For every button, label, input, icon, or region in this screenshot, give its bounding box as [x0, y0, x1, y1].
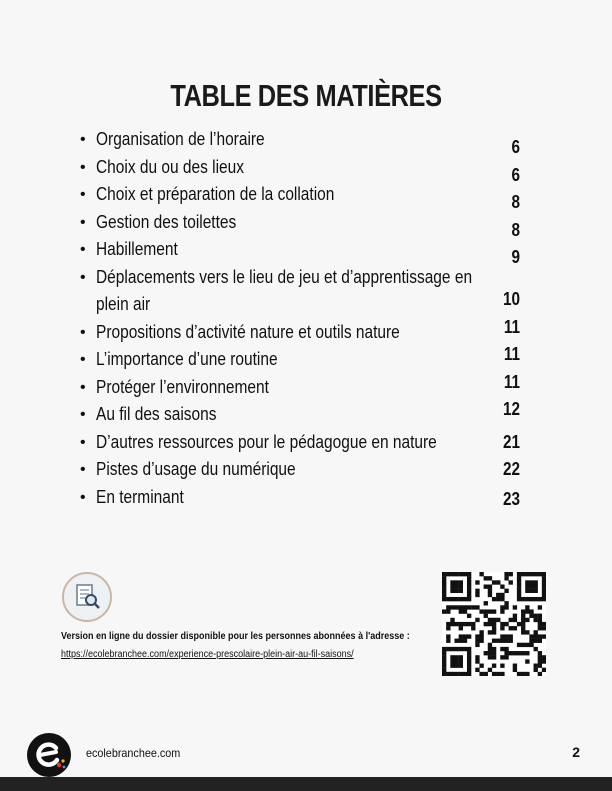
toc-item[interactable]	[80, 209, 540, 240]
toc-page-number: 23	[502, 488, 520, 509]
toc-page-number: 6	[511, 164, 520, 185]
toc-item[interactable]	[80, 456, 540, 484]
toc-page-number: 11	[503, 371, 520, 392]
toc-item-text: D’autres ressources pour le pédagogue en nature	[96, 431, 437, 452]
table-of-contents	[80, 126, 540, 511]
document-search-icon	[62, 572, 112, 622]
toc-item-text: Pistes d’usage du numérique	[96, 459, 296, 479]
toc-item-text: Choix et préparation de la collation	[96, 184, 335, 204]
online-version-note	[61, 628, 441, 664]
toc-item[interactable]	[80, 401, 540, 429]
toc-item[interactable]	[80, 126, 540, 157]
toc-page-number: 6	[511, 137, 520, 157]
toc-page-number: 8	[511, 219, 520, 240]
bullet: •	[80, 213, 86, 231]
bullet: •	[80, 378, 86, 396]
footer-website[interactable]: ecolebranchee.com	[86, 746, 181, 760]
toc-page-number: 8	[511, 192, 520, 212]
page-number: 2	[572, 744, 580, 760]
toc-item-text: Au fil des saisons	[96, 404, 217, 424]
toc-item-text: Choix du ou des lieux	[96, 156, 245, 177]
bullet: •	[80, 186, 86, 203]
toc-item-text: Protéger l’environnement	[96, 376, 269, 397]
bullet: •	[80, 433, 86, 451]
bullet: •	[80, 406, 86, 423]
toc-item-text-line2: plein air	[96, 294, 151, 314]
bullet: •	[80, 488, 86, 506]
toc-item-text: Habillement	[96, 239, 178, 259]
toc-page-number: 9	[511, 247, 520, 267]
bullet: •	[80, 131, 86, 148]
toc-page-number: 10	[502, 288, 520, 309]
ecole-branchee-logo	[26, 732, 72, 778]
bullet: •	[80, 323, 86, 341]
bullet: •	[80, 351, 86, 368]
toc-item[interactable]	[80, 181, 540, 212]
toc-item-text: L’importance d’une routine	[96, 349, 278, 369]
online-version-label: Version en ligne du dossier disponible pour les personnes abonnées à l'adresse :	[61, 631, 410, 642]
online-version-link[interactable]: https://ecolebranchee.com/experience-prescolaire-plein-air-au-fil-saisons/	[61, 649, 354, 660]
toc-item[interactable]	[80, 484, 540, 512]
toc-item[interactable]	[80, 316, 540, 347]
toc-item[interactable]	[80, 264, 540, 319]
bullet: •	[80, 461, 86, 478]
bottom-bar	[0, 777, 612, 791]
toc-page-number: 12	[502, 399, 520, 419]
toc-item-text	[96, 264, 473, 319]
bullet: •	[80, 268, 86, 286]
toc-item[interactable]	[80, 371, 540, 402]
toc-item[interactable]	[80, 346, 540, 374]
qr-code	[442, 572, 546, 676]
toc-page-number: 11	[503, 344, 520, 364]
toc-page-number: 11	[503, 316, 520, 337]
toc-item-text-line1: Déplacements vers le lieu de jeu et d’apprentissage en	[96, 266, 473, 287]
toc-item-text: En terminant	[96, 486, 184, 507]
toc-page-number: 21	[502, 431, 520, 452]
toc-item-text: Propositions d’activité nature et outils nature	[96, 321, 400, 342]
bullet: •	[80, 241, 86, 258]
toc-page-number: 22	[502, 459, 520, 479]
toc-item[interactable]	[80, 236, 540, 267]
toc-item-text: Organisation de l’horaire	[96, 129, 265, 149]
toc-item[interactable]	[80, 154, 540, 185]
page-title: TABLE DES MATIÈRES	[170, 78, 442, 113]
toc-item-text: Gestion des toilettes	[96, 211, 237, 232]
bullet: •	[80, 158, 86, 176]
toc-item[interactable]	[80, 429, 540, 457]
